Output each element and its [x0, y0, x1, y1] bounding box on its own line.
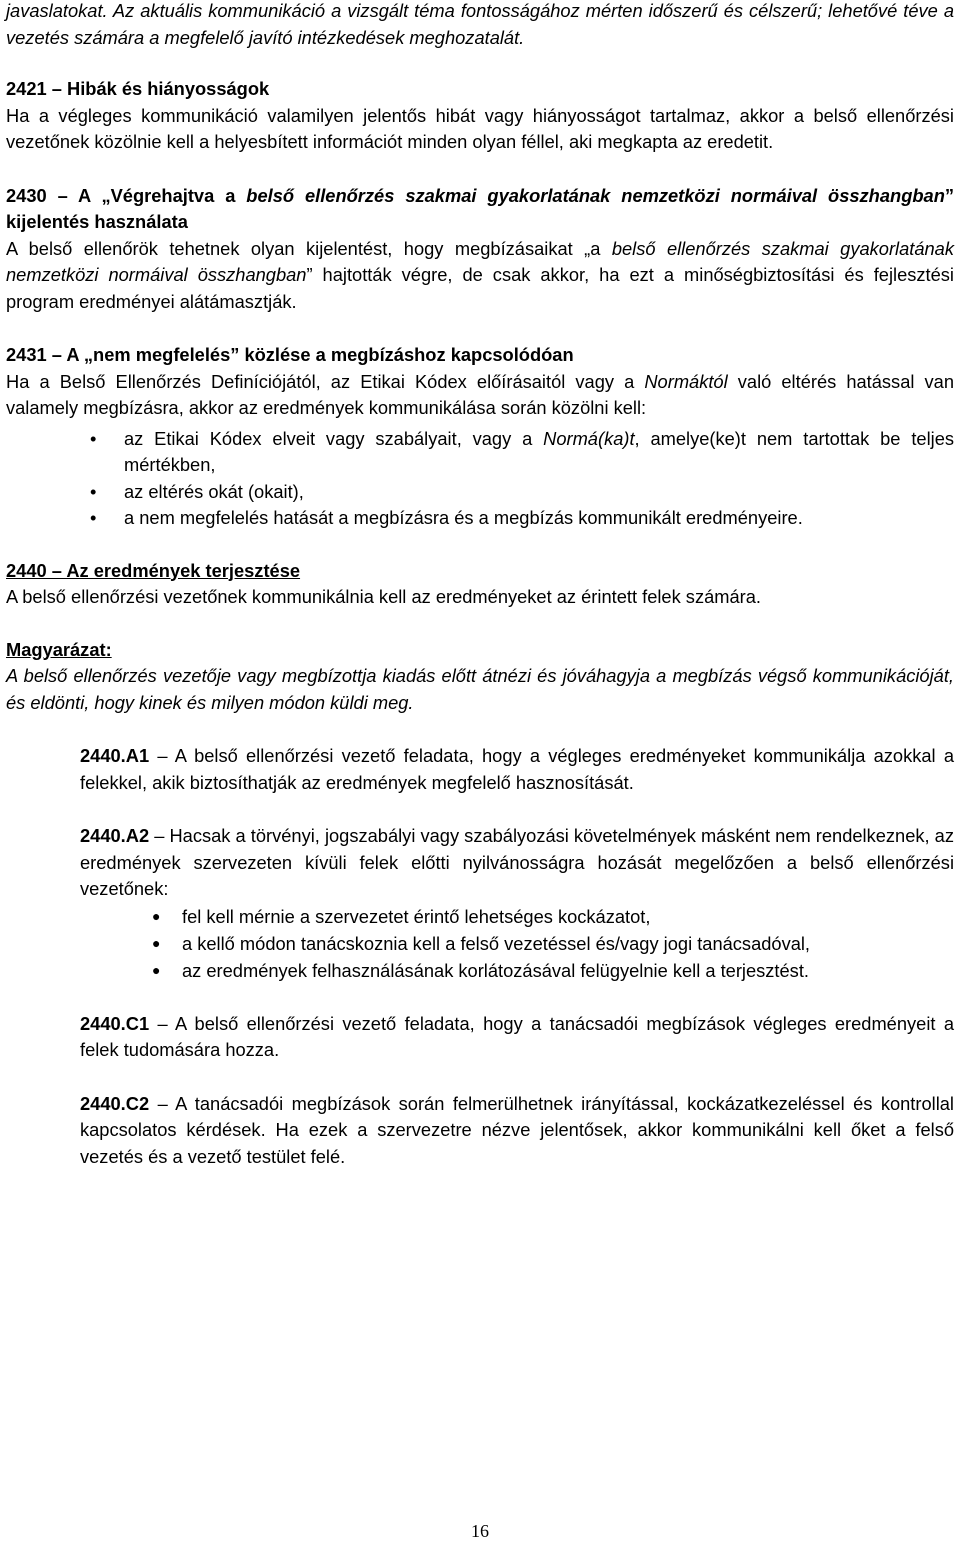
paragraph-2440-c2 [6, 1091, 954, 1171]
heading-2430-italic: belső ellenőrzés szakmai gyakorlatának nemzetközi normáival összhangban [246, 184, 945, 206]
a2-bullet3-text: az eredmények felhasználásának korlátozásával felügyelnie kell a terjesztést. [182, 959, 809, 981]
paragraph-2430-italic: belső ellenőrzés szakmai gyakorlatának nemzetközi normáival összhangban [6, 237, 954, 285]
heading-2421: 2421 – Hibák és hiányosságok [6, 78, 270, 99]
bullet-icon: • [90, 507, 97, 528]
heading-2430 [6, 183, 954, 236]
top-paragraph: javaslatokat. Az aktuális kommunikáció a vizsgált téma fontosságához mérten időszerű és célszerű; lehetővé téve a vezetés számára a megfelelő javító intézkedések meghozatalát. [6, 0, 954, 48]
list-item [6, 426, 954, 479]
heading-2440 [6, 558, 954, 585]
paragraph-2430-part-b: ” hajtották végre, de csak akkor, ha ezt a minőségbiztosítási és fejlesztési program eredményei alátámasztják. [6, 264, 954, 312]
body-2440-a2: – Hacsak a törvényi, jogszabályi vagy szabályozási követelmények másként nem rendelkeznek, az eredmények szervezeten kívüli felek előtti nyilvánosságra hozását megelőzően a belső ellenőrzési vezetőnek: [80, 825, 954, 899]
body-2440-a1: – A belső ellenőrzési vezető feladata, hogy a végleges eredményeket kommunikálja azokkal a felekkel, akik biztosíthatják az eredmények megfelelő hasznosítását. [80, 745, 954, 793]
paragraph-2431-part-a: Ha a Belső Ellenőrzés Definíciójától, az Etikai Kódex előírásaitól vagy a [6, 370, 645, 392]
paragraph-2440: A belső ellenőrzési vezetőnek kommunikálnia kell az eredményeket az érintett felek számára. [6, 586, 761, 607]
label-2440-a1: 2440.A1 [80, 745, 150, 766]
paragraph-2431-part-b: való eltérés hatással van valamely megbízásra, akkor az eredmények kommunikálása során közölni kell: [6, 370, 954, 418]
bullet-icon: ● [152, 907, 161, 924]
a2-bullet2-text: a kellő módon tanácskoznia kell a felső vezetéssel és/vagy jogi tanácsadóval, [182, 932, 811, 954]
paragraph-2440-a1 [6, 743, 954, 796]
explanation-label [6, 637, 954, 664]
bullet3-text: a nem megfelelés hatását a megbízásra és a megbízás kommunikált eredményeire. [124, 507, 803, 528]
paragraph-2440-a2 [6, 823, 954, 903]
paragraph-2431-italic: Normáktól [644, 370, 728, 392]
label-2440-c2: 2440.C2 [80, 1092, 150, 1114]
bullet-icon: • [90, 427, 97, 449]
heading-2430-part-b: ” kijelentés használata [6, 184, 954, 232]
list-item [6, 505, 954, 532]
list-item [6, 930, 954, 957]
bullet1-part-a: az Etikai Kódex elveit vagy szabályait, vagy a [124, 427, 544, 449]
bullet-list-2440-a2 [6, 903, 954, 984]
page-number: 16 [471, 1521, 489, 1541]
bullet2-text: az eltérés okát (okait), [124, 480, 304, 502]
heading-2440-text: 2440 – Az eredmények terjesztése [6, 559, 301, 581]
body-2440-c1: – A belső ellenőrzési vezető feladata, hogy a tanácsadói megbízások végleges eredményeit a felek tudomására hozza. [80, 1012, 954, 1060]
explanation-label-text: Magyarázat: [6, 638, 112, 660]
a2-bullet1-text: fel kell mérnie a szervezetet érintő lehetséges kockázatot, [182, 905, 651, 927]
paragraph-2430 [6, 236, 954, 316]
explanation-body: A belső ellenőrzés vezetője vagy megbízottja kiadás előtt átnézi és jóváhagyja a megbízás végső kommunikációját, és eldönti, hogy kinek és milyen módon küldi meg. [6, 665, 954, 713]
list-item [6, 903, 954, 930]
bullet-icon: • [90, 480, 97, 502]
bullet1-part-b: , amelye(ke)t nem tartottak be teljes mértékben, [124, 427, 955, 475]
heading-2430-part-a: 2430 – A „Végrehajtva a [6, 184, 247, 206]
paragraph-2421: Ha a végleges kommunikáció valamilyen jelentős hibát vagy hiányosságot tartalmaz, akkor a belső ellenőrzési vezetőnek közölnie kell a helyesbített információt minden olyan féllel, aki megkapta az eredetit. [6, 104, 954, 152]
bullet-icon: ● [152, 934, 161, 951]
label-2440-a2: 2440.A2 [80, 825, 150, 846]
bullet-icon: ● [152, 961, 161, 978]
list-item [6, 479, 954, 506]
paragraph-2430-part-a: A belső ellenőrök tehetnek olyan kijelentést, hogy megbízásaikat „a [6, 237, 612, 259]
heading-2431: 2431 – A „nem megfelelés” közlése a megbízáshoz kapcsolódóan [6, 344, 574, 365]
bullet1-italic: Normá(ka)t [543, 427, 635, 449]
paragraph-2440-c1 [6, 1011, 954, 1064]
document-page [6, 0, 954, 1170]
paragraph-2431 [6, 369, 954, 422]
list-item [6, 957, 954, 984]
label-2440-c1: 2440.C1 [80, 1012, 150, 1034]
body-2440-c2: – A tanácsadói megbízások során felmerülhetnek irányítással, kockázatkezeléssel és kontrollal kapcsolatos kérdések. Ha ezek a szervezetre nézve jelentősek, akkor kommunikálni kell őket a felső vezetés és a vezető testület felé. [80, 1092, 954, 1167]
bullet-list-2431 [6, 426, 954, 532]
